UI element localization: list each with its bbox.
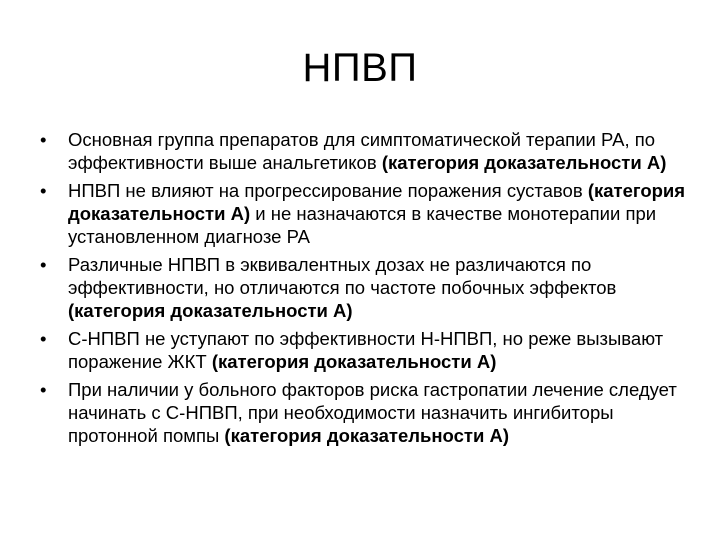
evidence-category: (категория доказательности А) xyxy=(68,180,686,224)
evidence-category: (категория доказательности А) xyxy=(224,425,509,446)
bullet-item-4 xyxy=(40,327,690,373)
bullet-text: Различные НПВП в эквивалентных дозах не различаются по эффективности, но отличаются по частоте побочных эффектов xyxy=(68,254,617,298)
bullet-item-2 xyxy=(40,179,690,248)
bullet-text: НПВП не влияют на прогрессирование поражения суставов xyxy=(68,180,588,201)
bullet-text: С-НПВП не уступают по эффективности Н-НПВП, но реже вызывают поражение ЖКТ xyxy=(68,328,664,372)
bullet-item-5 xyxy=(40,378,690,447)
bullet-dot-icon: • xyxy=(40,328,47,349)
bullet-dot-icon: • xyxy=(40,129,47,150)
bullet-text: Основная группа препаратов для симптоматической терапии РА, по эффективности выше анальгетиков xyxy=(68,129,656,173)
bullet-item-1 xyxy=(40,128,690,174)
bullet-dot-icon: • xyxy=(40,254,47,275)
bullet-list xyxy=(40,128,690,452)
bullet-text-after: и не назначаются в качестве монотерапии при установленном диагнозе РА xyxy=(68,203,657,247)
slide-title: НПВП xyxy=(302,46,418,90)
bullet-item-3 xyxy=(40,253,690,322)
bullet-text: При наличии у больного факторов риска гастропатии лечение следует начинать с С-НПВП, при необходимости назначить ингибиторы протонной помпы xyxy=(68,379,677,446)
evidence-category: (категория доказательности А) xyxy=(381,152,667,173)
evidence-category: (категория доказательности А) xyxy=(211,351,497,372)
bullet-dot-icon: • xyxy=(40,379,47,400)
bullet-dot-icon: • xyxy=(40,180,47,201)
evidence-category: (категория доказательности А) xyxy=(68,300,353,321)
